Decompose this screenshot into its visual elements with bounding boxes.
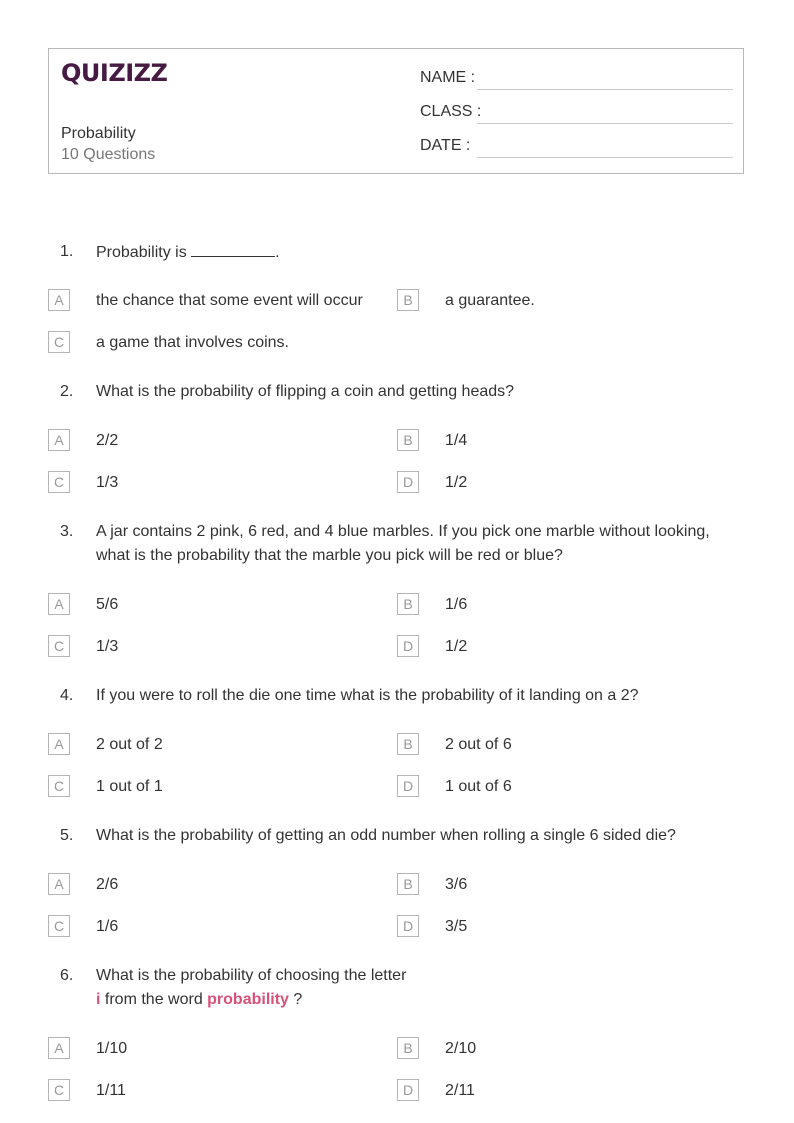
option-letter-box[interactable]: A: [48, 593, 70, 615]
option-letter-box[interactable]: A: [48, 1037, 70, 1059]
student-info-fields: [420, 67, 733, 169]
question-text-mid: from the word: [100, 991, 208, 1008]
option-letter-box[interactable]: D: [397, 915, 419, 937]
option-letter-box[interactable]: B: [397, 873, 419, 895]
option-letter-box[interactable]: C: [48, 331, 70, 353]
option-text: 2 out of 6: [445, 736, 512, 753]
option-text: 1/6: [445, 596, 468, 613]
question-text: What is the probability of getting an odd number when rolling a single 6 sided die?: [96, 827, 676, 844]
logo-text: QUIZIZZ: [61, 59, 168, 87]
option-letter-box[interactable]: B: [397, 289, 419, 311]
option-letter-box[interactable]: D: [397, 635, 419, 657]
option-text: 2 out of 2: [96, 736, 163, 753]
option-text: 1/3: [96, 474, 119, 491]
question-text: If you were to roll the die one time what is the probability of it landing on a 2?: [96, 687, 639, 704]
question-number: 3.: [60, 523, 74, 540]
option-text: 1 out of 6: [445, 778, 512, 795]
option-letter-box[interactable]: C: [48, 1079, 70, 1101]
option-letter-box[interactable]: B: [397, 429, 419, 451]
question-text: What is the probability of flipping a coin and getting heads?: [96, 383, 515, 400]
worksheet-header: [48, 48, 744, 174]
option-text: 3/6: [445, 876, 468, 893]
class-line[interactable]: [477, 123, 733, 124]
option-text: 1/11: [96, 1082, 126, 1099]
question-number: 6.: [60, 967, 74, 984]
name-field[interactable]: [420, 67, 733, 101]
option-letter-box[interactable]: D: [397, 1079, 419, 1101]
name-line[interactable]: [477, 89, 733, 90]
question-text: [96, 240, 736, 265]
question-count: 10 Questions: [61, 146, 156, 163]
option-text: 1/4: [445, 432, 468, 449]
option-text: 2/6: [96, 876, 119, 893]
option-text: 1/3: [96, 638, 119, 655]
option-letter-box[interactable]: D: [397, 471, 419, 493]
question-text-start: Probability is: [96, 244, 192, 261]
option-text: 1/2: [445, 638, 468, 655]
question-text: [96, 964, 736, 1012]
highlighted-letter: i: [96, 991, 101, 1008]
option-letter-box[interactable]: A: [48, 429, 70, 451]
question-text: A jar contains 2 pink, 6 red, and 4 blue marbles. If you pick one marble without looking, what is the probability that the marble you pick will be red or blue?: [96, 523, 710, 564]
answer-blank: [191, 240, 275, 257]
option-letter-box[interactable]: C: [48, 775, 70, 797]
option-text: the chance that some event will occur: [96, 292, 363, 309]
date-field[interactable]: [420, 135, 733, 169]
date-label: DATE :: [420, 137, 471, 154]
option-letter-box[interactable]: B: [397, 1037, 419, 1059]
class-field[interactable]: [420, 101, 733, 135]
option-text: 2/10: [445, 1040, 477, 1057]
option-letter-box[interactable]: C: [48, 471, 70, 493]
option-text: 1/6: [96, 918, 119, 935]
question-number: 1.: [60, 243, 74, 260]
question-number: 2.: [60, 383, 74, 400]
option-text: 3/5: [445, 918, 468, 935]
question-number: 4.: [60, 687, 74, 704]
option-letter-box[interactable]: B: [397, 733, 419, 755]
option-text: a guarantee.: [445, 292, 535, 309]
option-text: 2/2: [96, 432, 119, 449]
option-text: 5/6: [96, 596, 119, 613]
question-number: 5.: [60, 827, 74, 844]
highlighted-word: probability: [207, 991, 289, 1008]
option-text: 1/10: [96, 1040, 128, 1057]
question-text-line-2: [96, 988, 736, 1012]
question-text-line-1: What is the probability of choosing the letter: [96, 967, 407, 984]
option-letter-box[interactable]: D: [397, 775, 419, 797]
option-letter-box[interactable]: A: [48, 733, 70, 755]
option-letter-box[interactable]: C: [48, 635, 70, 657]
option-letter-box[interactable]: B: [397, 593, 419, 615]
quizizz-logo: [61, 59, 167, 87]
option-text: 2/11: [445, 1082, 475, 1099]
option-text: 1/2: [445, 474, 468, 491]
question-text-end: .: [275, 244, 280, 261]
name-label: NAME :: [420, 69, 476, 86]
option-letter-box[interactable]: A: [48, 289, 70, 311]
option-text: a game that involves coins.: [96, 334, 289, 351]
option-letter-box[interactable]: C: [48, 915, 70, 937]
option-text: 1 out of 1: [96, 778, 163, 795]
date-line[interactable]: [477, 157, 733, 158]
quiz-title: Probability: [61, 125, 136, 142]
option-letter-box[interactable]: A: [48, 873, 70, 895]
question-text-end: ?: [288, 991, 303, 1008]
class-label: CLASS :: [420, 103, 482, 120]
